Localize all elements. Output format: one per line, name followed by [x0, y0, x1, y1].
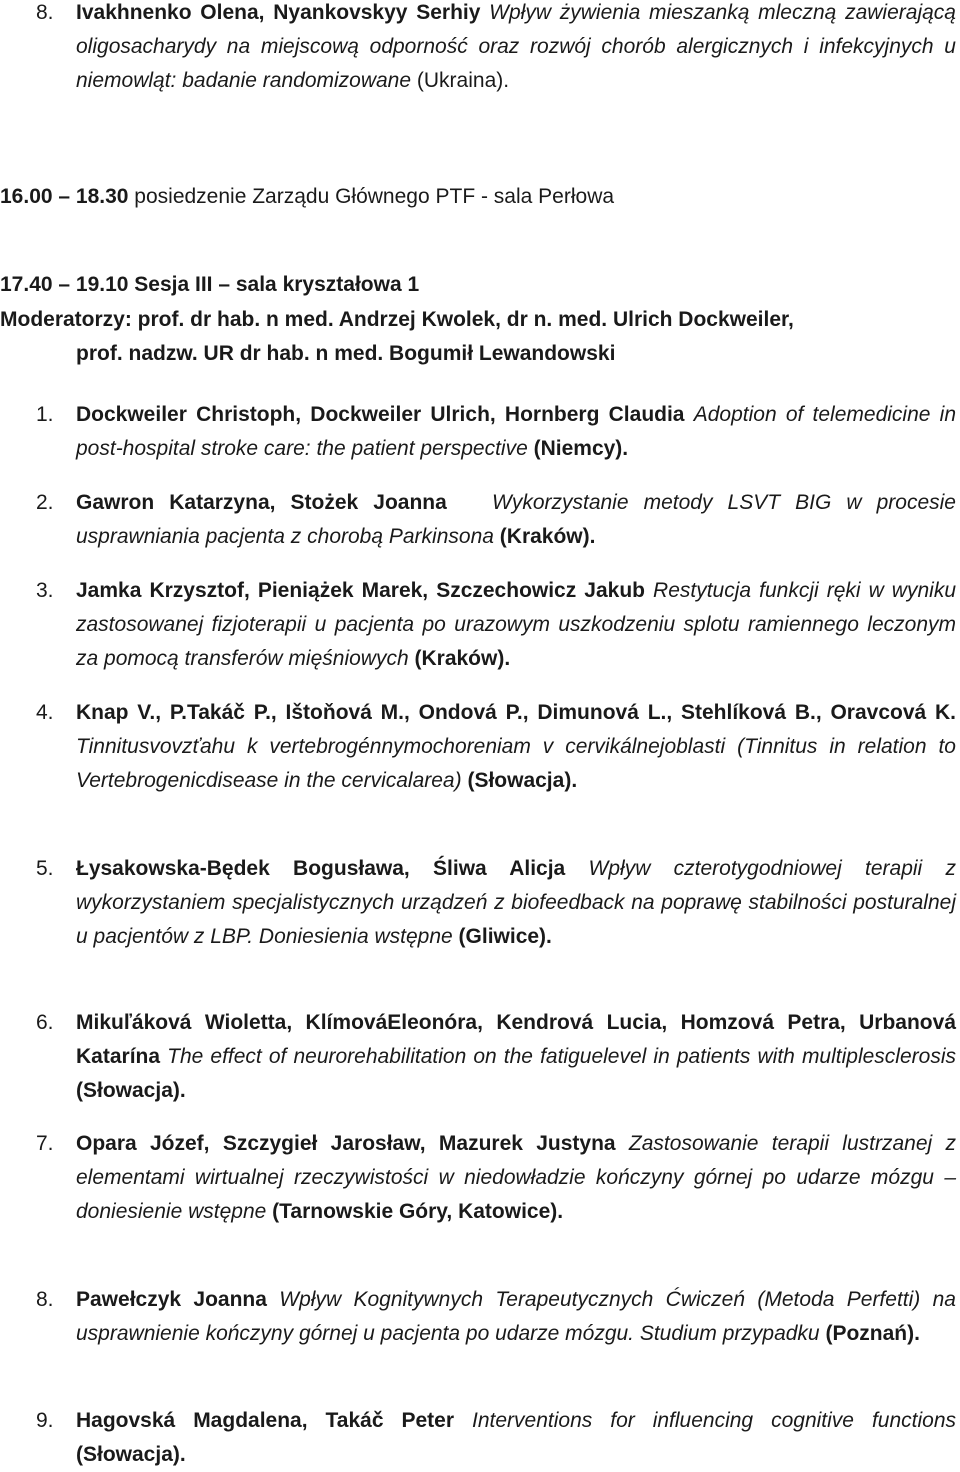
entry-number: 5.	[36, 857, 54, 880]
entry-body	[76, 486, 956, 554]
entry-3	[36, 574, 956, 676]
entry-1	[36, 398, 956, 466]
entry-5	[36, 852, 956, 954]
entry-place: (Poznań).	[825, 1322, 920, 1345]
entry-number: 8.	[36, 1, 54, 24]
entry-authors: Opara Józef, Szczygieł Jarosław, Mazurek Justyna	[76, 1132, 616, 1155]
entry-authors: Knap V., P.Takáč P., Ištoňová M., Ondová P., Dimunová L., Stehlíková B., Oravcová K.	[76, 701, 956, 724]
entry-4	[36, 696, 956, 798]
session-time: 17.40 – 19.10	[0, 273, 129, 296]
entry-authors: Ivakhnenko Olena, Nyankovskyy Serhiy	[76, 1, 481, 24]
entry-number: 7.	[36, 1132, 54, 1155]
entry-authors: Jamka Krzysztof, Pieniążek Marek, Szczechowicz Jakub	[76, 579, 645, 602]
entry-title: Zastosowanie terapii lustrzanej z elementami wirtualnej rzeczywistości w niedowładzie kończyny górnej po udarze mózgu – doniesienie wstępne	[76, 1132, 956, 1223]
entry-number: 1.	[36, 403, 54, 426]
entry-authors: Mikuľáková Wioletta, KlímováEleonóra, Kendrová Lucia, Homzová Petra, Urbanová Katarína	[76, 1011, 956, 1068]
top-entry	[36, 0, 956, 98]
entry-body	[76, 852, 956, 954]
entry-place: (Kraków).	[414, 647, 511, 670]
meeting-line	[0, 180, 614, 214]
entry-authors: Dockweiler Christoph, Dockweiler Ulrich, Hornberg Claudia	[76, 403, 685, 426]
entry-authors: Łysakowska-Będek Bogusława, Śliwa Alicja	[76, 857, 566, 880]
entry-place: (Tarnowskie Góry, Katowice).	[272, 1200, 564, 1223]
entry-body	[76, 574, 956, 676]
entry-body	[76, 1127, 956, 1229]
session-line	[0, 268, 419, 302]
entry-authors: Pawełczyk Joanna	[76, 1288, 267, 1311]
entry-body	[76, 1283, 956, 1351]
entry-number: 9.	[36, 1409, 54, 1432]
entry-authors: Gawron Katarzyna, Stożek Joanna	[76, 491, 447, 514]
entry-body	[76, 1404, 956, 1472]
moderators-line-2: prof. nadzw. UR dr hab. n med. Bogumił Lewandowski	[76, 342, 616, 365]
entry-place: (Słowacja).	[76, 1079, 186, 1102]
entry-place: (Kraków).	[499, 525, 596, 548]
entry-number: 8.	[36, 1288, 54, 1311]
session-text: Sesja III – sala kryształowa 1	[134, 273, 420, 296]
entry-body	[76, 398, 956, 466]
moderators-line-1: Moderatorzy: prof. dr hab. n med. Andrzej Kwolek, dr n. med. Ulrich Dockweiler,	[0, 308, 794, 331]
entry-title: Interventions for influencing cognitive functions	[472, 1409, 956, 1432]
entry-number: 4.	[36, 701, 54, 724]
entry-6	[36, 1006, 956, 1108]
entry-number: 3.	[36, 579, 54, 602]
entry-title: Adoption of telemedicine in post-hospital stroke care: the patient perspective	[76, 403, 956, 460]
entry-title: Tinnitusvovzťahu k vertebrogénnymochoreniam v cervikálnejoblasti (Tinnitus in relation to Vertebrogenicdisease in the cervicalarea)	[76, 735, 956, 792]
moderators	[0, 303, 956, 371]
meeting-time: 16.00 – 18.30	[0, 185, 129, 208]
entry-number: 6.	[36, 1011, 54, 1034]
entry-body	[76, 696, 956, 798]
entry-place: (Niemcy).	[533, 437, 629, 460]
entry-title: Wpływ Kognitywnych Terapeutycznych Ćwiczeń (Metoda Perfetti) na usprawnienie kończyny górnej u pacjenta po udarze mózgu. Studium przypadku	[76, 1288, 956, 1345]
meeting-text: posiedzenie Zarządu Głównego PTF - sala Perłowa	[134, 185, 615, 208]
entry-place: (Ukraina).	[416, 69, 510, 92]
entry-body	[76, 0, 956, 98]
entry-7	[36, 1127, 956, 1229]
entry-place: (Gliwice).	[458, 925, 552, 948]
entry-title: Restytucja funkcji ręki w wyniku zastosowanej fizjoterapii u pacjenta po urazowym uszkodzeniu splotu ramiennego leczonym za pomocą transferów mięśniowych	[76, 579, 957, 670]
entry-title: The effect of neurorehabilitation on the fatiguelevel in patients with multiplesclerosis	[167, 1045, 956, 1068]
entry-place: (Słowacja).	[467, 769, 578, 792]
entry-authors: Hagovská Magdalena, Takáč Peter	[76, 1409, 455, 1432]
entry-title: Wykorzystanie metody LSVT BIG w procesie usprawniania pacjenta z chorobą Parkinsona	[76, 491, 956, 548]
entry-title: Wpływ żywienia mieszanką mleczną zawierającą oligosacharydy na miejscową odporność oraz rozwój chorób alergicznych i infekcyjnych u niemowląt: badanie randomizowane	[76, 1, 956, 92]
entry-title: Wpływ czterotygodniowej terapii z wykorzystaniem specjalistycznych urządzeń z biofeedback na poprawę stabilności posturalnej u pacjentów z LBP. Doniesienia wstępne	[76, 857, 956, 948]
entry-number: 2.	[36, 491, 54, 514]
entry-9	[36, 1404, 956, 1472]
entry-body	[76, 1006, 956, 1108]
entry-place: (Słowacja).	[76, 1443, 186, 1466]
entry-8	[36, 1283, 956, 1351]
entry-2	[36, 486, 956, 554]
